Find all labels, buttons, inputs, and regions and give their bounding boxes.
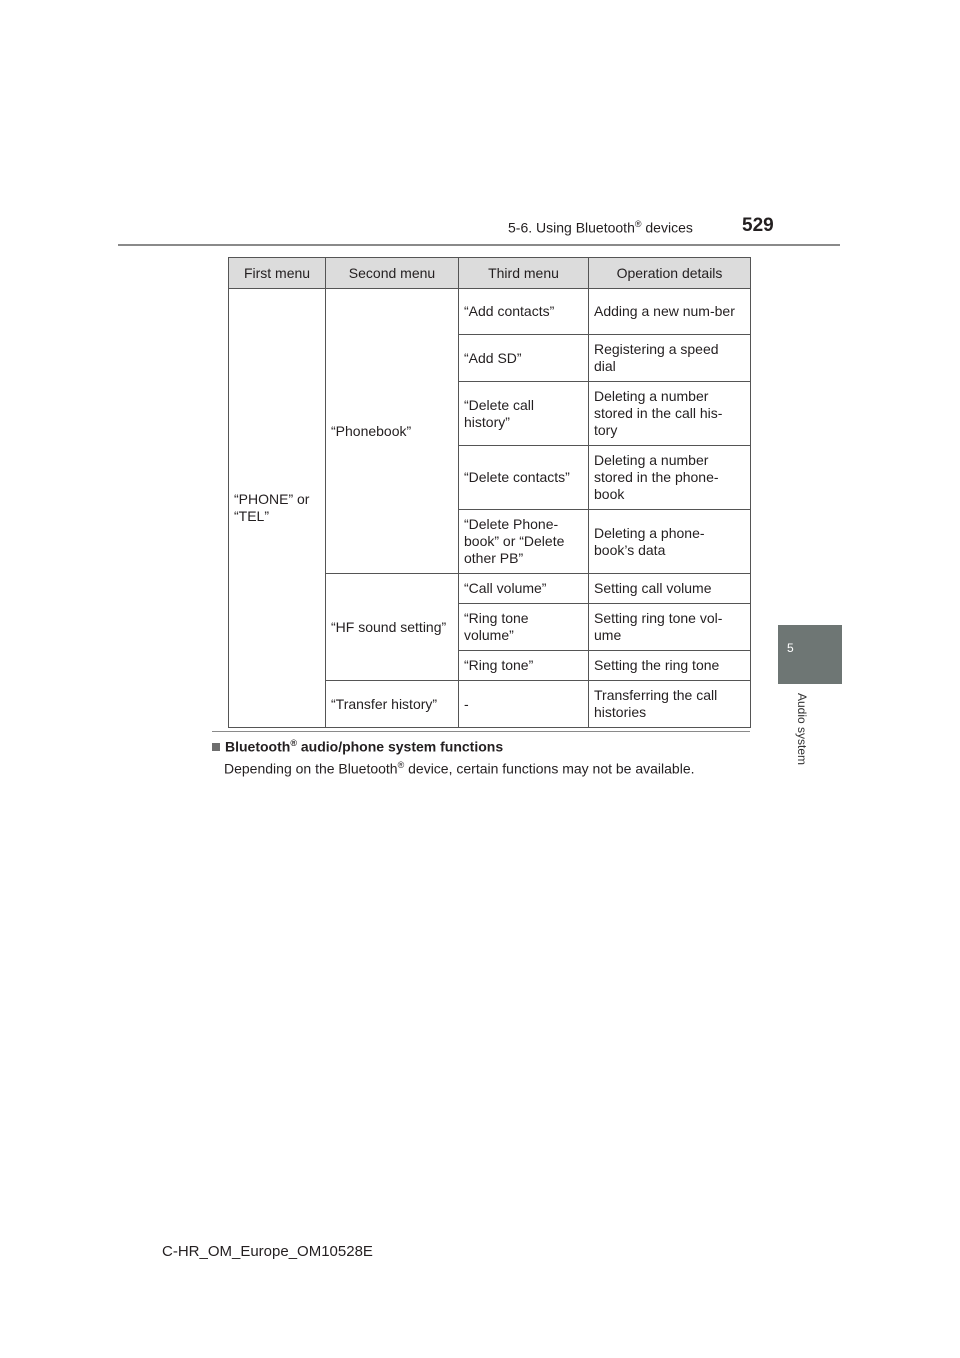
third-menu-cell: “Add SD”: [459, 335, 589, 382]
section-heading: [212, 738, 503, 755]
operation-detail-cell: Adding a new num-ber: [589, 289, 751, 335]
first-menu-cell: “PHONE” or “TEL”: [229, 289, 326, 728]
body-text-start: Depending on the Bluetooth: [224, 760, 398, 777]
third-menu-cell: “Delete contacts”: [459, 446, 589, 510]
table-row: [229, 289, 751, 335]
section-divider: [212, 731, 750, 732]
section-heading-suffix: audio/phone system functions: [296, 738, 504, 755]
third-menu-cell: -: [459, 681, 589, 728]
second-menu-phonebook: “Phonebook”: [326, 289, 459, 574]
third-menu-cell: “Call volume”: [459, 574, 589, 604]
page-number: 529: [742, 215, 774, 236]
operation-detail-cell: Deleting a number stored in the call his-tory: [589, 382, 751, 446]
section-body: [224, 760, 695, 777]
header-first-menu: First menu: [229, 258, 326, 289]
square-bullet-icon: [212, 743, 220, 751]
third-menu-cell: “Ring tone volume”: [459, 604, 589, 651]
operation-detail-cell: Deleting a phone-book’s data: [589, 510, 751, 574]
registered-mark: ®: [290, 738, 297, 748]
chapter-number: 5: [787, 641, 794, 655]
document-code: C-HR_OM_Europe_OM10528E: [162, 1243, 373, 1260]
operation-detail-cell: Deleting a number stored in the phone-book: [589, 446, 751, 510]
operation-detail-cell: Setting the ring tone: [589, 651, 751, 681]
second-menu-transfer: “Transfer history”: [326, 681, 459, 728]
operation-detail-cell: Setting ring tone vol-ume: [589, 604, 751, 651]
chapter-label: Audio system: [795, 693, 809, 766]
third-menu-cell: “Add contacts”: [459, 289, 589, 335]
header-operation-details: Operation details: [589, 258, 751, 289]
header-second-menu: Second menu: [326, 258, 459, 289]
header-third-menu: Third menu: [459, 258, 589, 289]
table-header-row: [229, 258, 751, 289]
registered-mark: ®: [397, 760, 405, 770]
header-section-suffix: devices: [641, 219, 693, 236]
body-text-end: device, certain functions may not be available.: [404, 760, 695, 777]
third-menu-cell: “Delete call history”: [459, 382, 589, 446]
operation-detail-cell: Registering a speed dial: [589, 335, 751, 382]
operation-detail-cell: Setting call volume: [589, 574, 751, 604]
second-menu-hf-sound: “HF sound setting”: [326, 574, 459, 681]
phone-menu-table: [228, 257, 751, 728]
section-heading-text: Bluetooth: [225, 738, 291, 755]
header-section-text: 5-6. Using Bluetooth: [508, 219, 635, 236]
third-menu-cell: “Ring tone”: [459, 651, 589, 681]
third-menu-cell: “Delete Phone-book” or “Delete other PB”: [459, 510, 589, 574]
header-divider: [118, 244, 840, 246]
registered-mark: ®: [634, 219, 642, 229]
operation-detail-cell: Transferring the call histories: [589, 681, 751, 728]
header-section-title: [508, 219, 693, 236]
